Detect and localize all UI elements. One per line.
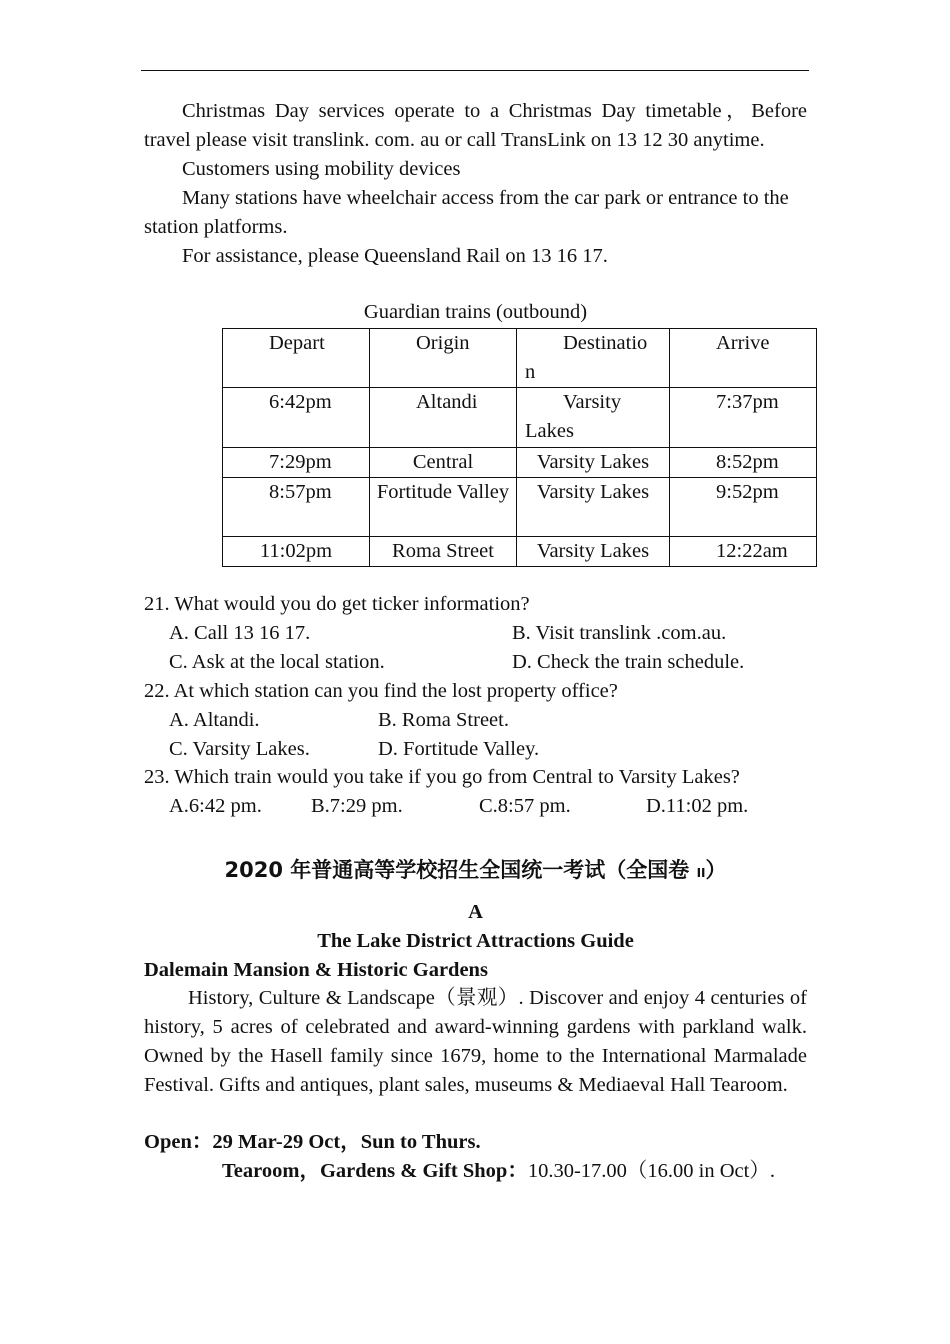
cell-origin: Altandi bbox=[416, 391, 478, 413]
question-23-option-a: A.6:42 pm. bbox=[169, 795, 262, 817]
attraction-description: History, Culture & Landscape（景观）. Discover and enjoy 4 centuries of history, 5 acres of celebrated and award-winning gardens with parkland walk. Owned by the Hasell family since 1679, home to the International Marmalade Festival. Gifts and antiques, plant sales, museums & Mediaeval Hall Tearoom. bbox=[144, 987, 807, 1096]
question-22-option-d: D. Fortitude Valley. bbox=[378, 738, 540, 760]
intro-section bbox=[144, 97, 807, 271]
intro-paragraph-1: Christmas Day services operate to a Christmas Day timetable，Before travel please visit translink. com. au or call TransLink on 13 12 30 anytime. bbox=[144, 100, 807, 151]
cell-origin: Fortitude Valley bbox=[376, 481, 510, 503]
train-schedule-table bbox=[222, 328, 817, 567]
open-dates: Open：29 Mar-29 Oct，Sun to Thurs. bbox=[144, 1131, 481, 1153]
question-22-option-b: B. Roma Street. bbox=[378, 709, 509, 731]
question-21-option-b: B. Visit translink .com.au. bbox=[512, 622, 727, 644]
intro-paragraph-3: Many stations have wheelchair access from the car park or entrance to the station platforms. bbox=[144, 187, 789, 238]
cell-destination: Varsity Lakes bbox=[525, 391, 622, 442]
cell-depart: 11:02pm bbox=[259, 540, 333, 562]
header-depart: Depart bbox=[269, 332, 325, 354]
attraction-description-block bbox=[144, 984, 807, 1100]
question-22-stem: 22. At which station can you find the lost property office? bbox=[144, 680, 618, 702]
cell-depart: 7:29pm bbox=[269, 451, 332, 473]
question-23-stem: 23. Which train would you take if you go from Central to Varsity Lakes? bbox=[144, 766, 740, 788]
table-header-row bbox=[223, 329, 817, 388]
cell-depart: 8:57pm bbox=[269, 481, 332, 503]
cell-destination: Varsity Lakes bbox=[536, 451, 650, 473]
question-23-option-c: C.8:57 pm. bbox=[479, 795, 571, 817]
question-23-option-b: B.7:29 pm. bbox=[311, 795, 403, 817]
section-letter: A bbox=[468, 901, 483, 923]
exam-title: 2020 年普通高等学校招生全国统一考试（全国卷 II） bbox=[224, 858, 727, 882]
question-22-option-c: C. Varsity Lakes. bbox=[169, 738, 310, 760]
table-caption: Guardian trains (outbound) bbox=[363, 301, 588, 323]
cell-origin: Roma Street bbox=[392, 540, 494, 562]
cell-arrive: 7:37pm bbox=[716, 391, 779, 413]
cell-arrive: 12:22am bbox=[716, 540, 788, 562]
header-origin: Origin bbox=[416, 332, 470, 354]
table-row bbox=[223, 537, 817, 567]
cell-arrive: 8:52pm bbox=[716, 451, 779, 473]
attraction-name: Dalemain Mansion & Historic Gardens bbox=[144, 959, 488, 981]
header-destination: Destinatio n bbox=[525, 332, 648, 383]
cell-depart: 6:42pm bbox=[269, 391, 332, 413]
header-arrive: Arrive bbox=[716, 332, 770, 354]
table-row bbox=[223, 478, 817, 537]
question-22-option-a: A. Altandi. bbox=[169, 709, 260, 731]
header-rule bbox=[141, 70, 809, 71]
cell-arrive: 9:52pm bbox=[716, 481, 779, 503]
question-21-stem: 21. What would you do get ticker information? bbox=[144, 593, 530, 615]
guide-title: The Lake District Attractions Guide bbox=[317, 930, 634, 952]
table-row bbox=[223, 388, 817, 448]
intro-paragraph-2: Customers using mobility devices bbox=[182, 158, 461, 180]
cell-destination: Varsity Lakes bbox=[536, 540, 650, 562]
question-21-option-d: D. Check the train schedule. bbox=[512, 651, 745, 673]
cell-destination: Varsity Lakes bbox=[536, 481, 650, 503]
opening-hours bbox=[222, 1157, 812, 1186]
hours-label: Tearoom，Gardens & Gift Shop： bbox=[222, 1160, 528, 1182]
cell-origin: Central bbox=[412, 451, 474, 473]
question-21-option-a: A. Call 13 16 17. bbox=[169, 622, 311, 644]
question-21-option-c: C. Ask at the local station. bbox=[169, 651, 385, 673]
table-row bbox=[223, 448, 817, 478]
hours-value: 10.30-17.00（16.00 in Oct）. bbox=[527, 1160, 775, 1182]
intro-paragraph-4: For assistance, please Queensland Rail on 13 16 17. bbox=[182, 245, 608, 267]
question-23-option-d: D.11:02 pm. bbox=[646, 795, 749, 817]
